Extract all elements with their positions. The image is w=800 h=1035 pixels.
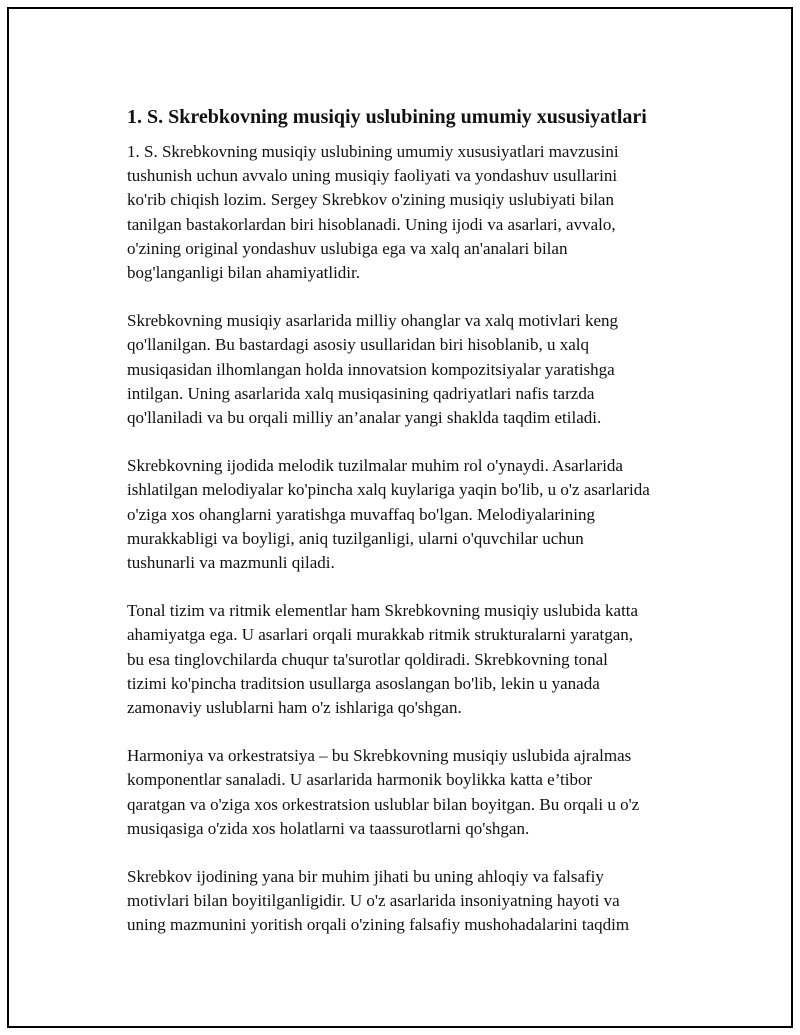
paragraph-line: Skrebkov ijodining yana bir muhim jihati bu uning ahloqiy va falsafiy [127, 867, 604, 887]
document-body [127, 104, 717, 962]
paragraph-line: tushunish uchun avvalo uning musiqiy faoliyati va yondashuv usullarini [127, 166, 618, 186]
paragraph-line: musiqasiga o'zida xos holatlarni va taassurotlarni qo'shgan. [127, 818, 530, 838]
paragraph-line: Skrebkovning musiqiy asarlarida milliy ohanglar va xalq motivlari keng [127, 311, 619, 331]
paragraph-line: tushunarli va mazmunli qiladi. [127, 553, 335, 573]
paragraph-line: bog'langanligi bilan ahamiyatlidir. [127, 263, 360, 283]
paragraph-line: ishlatilgan melodiyalar ko'pincha xalq kuylariga yaqin bo'lib, u o'z asarlarida [127, 480, 650, 500]
paragraph-line: tanilgan bastakorlardan biri hisoblanadi. Uning ijodi va asarlari, avvalo, [127, 214, 616, 234]
paragraph-6 [127, 865, 717, 938]
paragraph-line: o'ziga xos ohanglarni yaratishga muvaffaq bo'lgan. Melodiyalarining [127, 504, 595, 524]
paragraph-line: zamonaviy uslublarni ham o'z ishlariga qo'shgan. [127, 698, 462, 718]
paragraph-line: motivlari bilan boyitilganligidir. U o'z asarlarida insoniyatning hayoti va [127, 891, 620, 911]
paragraph-line: qo'llaniladi va bu orqali milliy an’analar yangi shaklda taqdim etiladi. [127, 408, 602, 428]
paragraph-line: tizimi ko'pincha traditsion usullarga asoslangan bo'lib, lekin u yanada [127, 673, 600, 693]
paragraph-line: 1. S. Skrebkovning musiqiy uslubining umumiy xususiyatlari mavzusini [127, 142, 619, 161]
paragraph-line: uning mazmunini yoritish orqali o'zining falsafiy mushohadalarini taqdim [127, 915, 630, 935]
paragraph-line: o'zining original yondashuv uslubiga ega va xalq an'analari bilan [127, 238, 568, 258]
paragraph-line: Tonal tizim va ritmik elementlar ham Skrebkovning musiqiy uslubida katta [127, 601, 639, 621]
paragraph-line: bu esa tinglovchilarda chuqur ta'surotlar qoldiradi. Skrebkovning tonal [127, 649, 608, 669]
paragraph-line: qaratgan va o'ziga xos orkestratsion uslublar bilan boyitgan. Bu orqali u o'z [127, 794, 640, 814]
page-frame [7, 7, 793, 1028]
paragraph-line: Skrebkovning ijodida melodik tuzilmalar muhim rol o'ynaydi. Asarlarida [127, 456, 623, 476]
paragraph-line: ko'rib chiqish lozim. Sergey Skrebkov o'zining musiqiy uslubiyati bilan [127, 190, 614, 210]
document-heading: 1. S. Skrebkovning musiqiy uslubining umumiy xususiyatlari [127, 106, 647, 128]
paragraph-line: Harmoniya va orkestratsiya – bu Skrebkovning musiqiy uslubida ajralmas [127, 746, 632, 766]
paragraph-2 [127, 309, 717, 430]
paragraph-5 [127, 744, 717, 841]
paragraph-line: ahamiyatga ega. U asarlari orqali murakkab ritmik strukturalarni yaratgan, [127, 625, 634, 645]
paragraph-3 [127, 454, 717, 575]
paragraph-line: musiqasidan ilhomlangan holda innovatsion kompozitsiyalar yaratishga [127, 359, 615, 379]
paragraph-line: intilgan. Uning asarlarida xalq musiqasining qadriyatlari nafis tarzda [127, 383, 595, 403]
paragraph-line: komponentlar sanaladi. U asarlarida harmonik boylikka katta e’tibor [127, 770, 593, 790]
paragraph-line: qo'llanilgan. Bu bastardagi asosiy usullaridan biri hisoblanib, u xalq [127, 335, 589, 355]
paragraph-line: murakkabligi va boyligi, aniq tuzilganligi, ularni o'quvchilar uchun [127, 528, 584, 548]
paragraph-4 [127, 599, 717, 720]
paragraph-1 [127, 140, 717, 285]
